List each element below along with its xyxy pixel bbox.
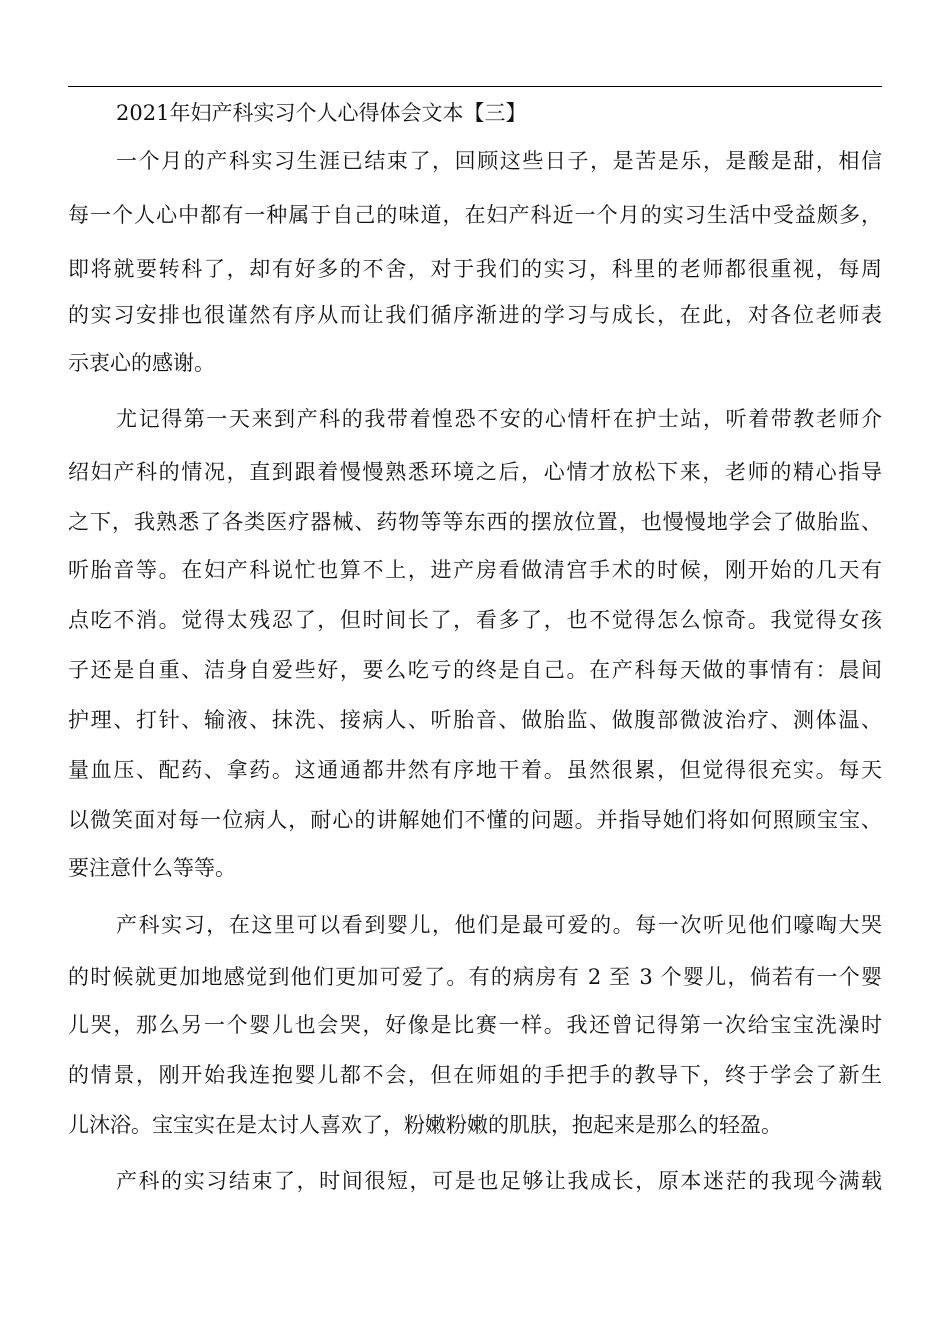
paragraph-2-line-7: 护理、打针、输液、抹洗、接病人、听胎音、做胎监、做腹部微波治疗、测体温、 bbox=[68, 708, 882, 732]
paragraph-1-line-3: 即将就要转科了，却有好多的不舍，对于我们的实习，科里的老师都很重视，每周 bbox=[68, 257, 882, 281]
paragraph-1-line-5: 示衷心的感谢。 bbox=[68, 351, 215, 375]
paragraph-3-line-1: 产科实习，在这里可以看到婴儿，他们是最可爱的。每一次听见他们嚎啕大哭 bbox=[116, 913, 882, 937]
paragraph-2-line-3: 之下，我熟悉了各类医疗器械、药物等等东西的摆放位置，也慢慢地学会了做胎监、 bbox=[68, 510, 882, 534]
header-rule bbox=[68, 86, 882, 87]
paragraph-2-line-8: 量血压、配药、拿药。这通通都井然有序地干着。虽然很累，但觉得很充实。每天 bbox=[68, 758, 882, 782]
paragraph-2-line-10: 要注意什么等等。 bbox=[68, 856, 236, 880]
paragraph-2-line-6: 子还是自重、洁身自爱些好，要么吃亏的终是自己。在产科每天做的事情有：晨间 bbox=[68, 658, 882, 682]
paragraph-3-line-4: 的情景，刚开始我连抱婴儿都不会，但在师姐的手把手的教导下，终于学会了新生 bbox=[68, 1063, 882, 1087]
paragraph-2-line-1: 尤记得第一天来到产科的我带着惶恐不安的心情杆在护士站，听着带教老师介 bbox=[116, 407, 882, 431]
paragraph-3-line-2: 的时候就更加地感觉到他们更加可爱了。有的病房有 2 至 3 个婴儿，倘若有一个婴 bbox=[68, 965, 882, 989]
paragraph-3-line-3: 儿哭，那么另一个婴儿也会哭，好像是比赛一样。我还曾记得第一次给宝宝洗澡时 bbox=[68, 1013, 882, 1037]
paragraph-1-line-2: 每一个人心中都有一种属于自己的味道，在妇产科近一个月的实习生活中受益颇多， bbox=[68, 203, 882, 227]
paragraph-1-line-1: 一个月的产科实习生涯已结束了，回顾这些日子，是苦是乐，是酸是甜，相信 bbox=[116, 149, 882, 173]
paragraph-4-line-1: 产科的实习结束了，时间很短，可是也足够让我成长，原本迷茫的我现今满载 bbox=[116, 1169, 882, 1193]
paragraph-2-line-9: 以微笑面对每一位病人，耐心的讲解她们不懂的问题。并指导她们将如何照顾宝宝、 bbox=[68, 808, 882, 832]
document-title: 2021年妇产科实习个人心得体会文本【三】 bbox=[116, 101, 527, 125]
paragraph-2-line-4: 听胎音等。在妇产科说忙也算不上，进产房看做清宫手术的时候，刚开始的几天有 bbox=[68, 558, 882, 582]
paragraph-3-line-5: 儿沐浴。宝宝实在是太讨人喜欢了，粉嫩粉嫩的肌肤，抱起来是那么的轻盈。 bbox=[68, 1113, 782, 1137]
paragraph-2-line-5: 点吃不消。觉得太残忍了，但时间长了，看多了，也不觉得怎么惊奇。我觉得女孩 bbox=[68, 608, 882, 632]
paragraph-2-line-2: 绍妇产科的情况，直到跟着慢慢熟悉环境之后，心情才放松下来，老师的精心指导 bbox=[68, 460, 882, 484]
paragraph-1-line-4: 的实习安排也很谨然有序从而让我们循序渐进的学习与成长，在此，对各位老师表 bbox=[68, 303, 882, 327]
